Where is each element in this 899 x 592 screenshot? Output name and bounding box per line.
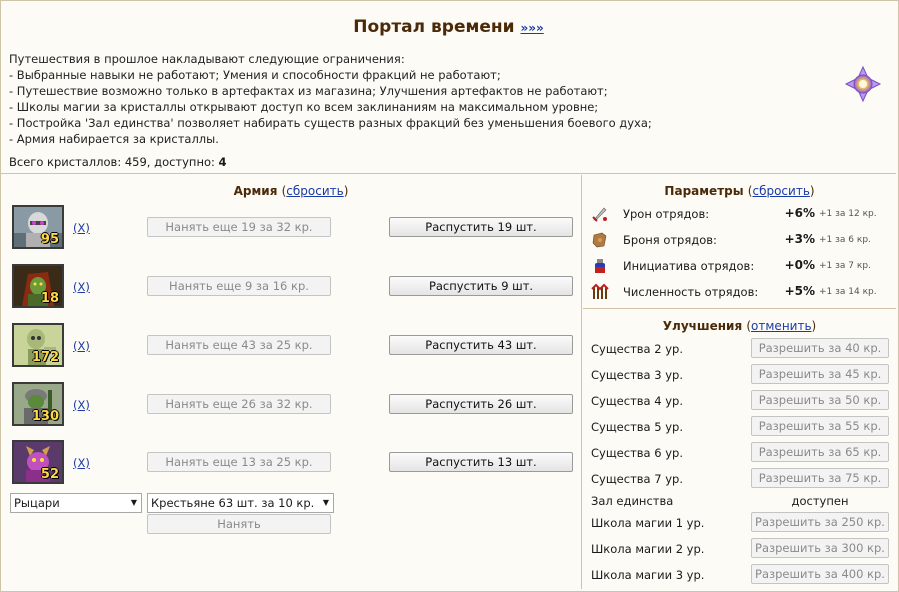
- remove-unit-link[interactable]: (X): [73, 398, 90, 412]
- allow-button[interactable]: Разрешить за 45 кр.: [751, 364, 889, 384]
- dismiss-button[interactable]: Распустить 9 шт.: [389, 276, 573, 296]
- allow-button[interactable]: Разрешить за 400 кр.: [751, 564, 889, 584]
- upgrade-row: Школа магии 1 ур. Разрешить за 250 кр.: [583, 511, 896, 533]
- dismiss-button[interactable]: Распустить 43 шт.: [389, 335, 573, 355]
- allow-button[interactable]: Разрешить за 40 кр.: [751, 338, 889, 358]
- info-line: - Школы магии за кристаллы открывают доступ ко всем заклинаниям на максимальном уровне;: [9, 100, 599, 114]
- remove-unit-link[interactable]: (X): [73, 456, 90, 470]
- upgrade-row: Существа 2 ур. Разрешить за 40 кр.: [583, 337, 896, 359]
- upgrade-row: Существа 6 ур. Разрешить за 65 кр.: [583, 441, 896, 463]
- param-value[interactable]: +5%: [784, 284, 815, 298]
- hire-more-button[interactable]: Нанять еще 13 за 25 кр.: [147, 452, 331, 472]
- param-value[interactable]: +3%: [784, 232, 815, 246]
- sword-icon: [591, 205, 609, 223]
- upgrade-row: Существа 7 ур. Разрешить за 75 кр.: [583, 467, 896, 489]
- allow-button[interactable]: Разрешить за 55 кр.: [751, 416, 889, 436]
- upgrade-row: Существа 5 ур. Разрешить за 55 кр.: [583, 415, 896, 437]
- remove-unit-link[interactable]: (X): [73, 339, 90, 353]
- parameters-heading: Параметры (сбросить): [664, 184, 815, 198]
- info-line: Путешествия в прошлое накладывают следующие ограничения:: [9, 52, 405, 66]
- unit-portrait[interactable]: [12, 440, 64, 484]
- more-link[interactable]: »»»: [520, 21, 544, 35]
- allow-button[interactable]: Разрешить за 65 кр.: [751, 442, 889, 462]
- param-value[interactable]: +6%: [784, 206, 815, 220]
- dismiss-button[interactable]: Распустить 19 шт.: [389, 217, 573, 237]
- param-cost-note: +1 за 14 кр.: [819, 287, 877, 297]
- portal-icon: [844, 65, 882, 103]
- allow-button[interactable]: Разрешить за 250 кр.: [751, 512, 889, 532]
- unit-count: 52: [40, 467, 59, 482]
- crystals-available: 4: [218, 155, 227, 169]
- remove-unit-link[interactable]: (X): [73, 221, 90, 235]
- unit-count: 130: [31, 409, 59, 424]
- army-reset-link[interactable]: сбросить: [286, 184, 344, 198]
- army-heading: Армия (сбросить): [233, 184, 349, 198]
- param-cost-note: +1 за 12 кр.: [819, 209, 877, 219]
- info-line: - Постройка 'Зал единства' позволяет набирать существ разных фракций без уменьшения боевого духа;: [9, 116, 652, 130]
- allow-button[interactable]: Разрешить за 300 кр.: [751, 538, 889, 558]
- army-unit-row: [1, 205, 581, 251]
- status-text: доступен: [791, 494, 849, 508]
- army-unit-row: [1, 440, 581, 486]
- unit-count: 18: [40, 291, 59, 306]
- upgrade-row: Школа магии 2 ур. Разрешить за 300 кр.: [583, 537, 896, 559]
- info-line: - Путешествие возможно только в артефактах из магазина; Улучшения артефактов не работают;: [9, 84, 608, 98]
- unit-count: 95: [40, 232, 59, 247]
- upgrades-panel: [583, 310, 896, 589]
- upgrade-row: Существа 3 ур. Разрешить за 45 кр.: [583, 363, 896, 385]
- unit-count: 172: [31, 350, 59, 365]
- unit-portrait[interactable]: [12, 323, 64, 367]
- army-unit-row: [1, 264, 581, 310]
- param-cost-note: +1 за 7 кр.: [819, 261, 871, 271]
- upgrades-heading: Улучшения (отменить): [662, 319, 817, 333]
- portal-header-panel: [1, 1, 896, 174]
- remove-unit-link[interactable]: (X): [73, 280, 90, 294]
- unit-portrait[interactable]: [12, 205, 64, 249]
- param-cost-note: +1 за 6 кр.: [819, 235, 871, 245]
- hire-button[interactable]: Нанять: [147, 514, 331, 534]
- parameters-reset-link[interactable]: сбросить: [752, 184, 810, 198]
- parameters-panel: [583, 175, 896, 309]
- chevron-down-icon: ▼: [130, 498, 137, 507]
- allow-button[interactable]: Разрешить за 50 кр.: [751, 390, 889, 410]
- army-panel: [1, 175, 582, 589]
- page-title: Портал времени »»»: [353, 17, 544, 37]
- param-row-armor: Броня отрядов: +3% +1 за 6 кр.: [583, 229, 896, 251]
- troops-icon: [591, 283, 609, 301]
- dismiss-button[interactable]: Распустить 26 шт.: [389, 394, 573, 414]
- restrictions-text: [9, 51, 829, 147]
- faction-select[interactable]: Рыцари ▼: [10, 493, 142, 513]
- upgrade-row: Зал единства доступен: [583, 489, 896, 511]
- hire-more-button[interactable]: Нанять еще 9 за 16 кр.: [147, 276, 331, 296]
- upgrades-cancel-link[interactable]: отменить: [751, 319, 812, 333]
- hire-more-button[interactable]: Нанять еще 19 за 32 кр.: [147, 217, 331, 237]
- param-row-damage: Урон отрядов: +6% +1 за 12 кр.: [583, 203, 896, 225]
- chevron-down-icon: ▼: [322, 498, 329, 507]
- unit-portrait[interactable]: [12, 264, 64, 308]
- unit-portrait[interactable]: [12, 382, 64, 426]
- info-line: - Армия набирается за кристаллы.: [9, 132, 219, 146]
- param-row-initiative: Инициатива отрядов: +0% +1 за 7 кр.: [583, 255, 896, 277]
- info-line: - Выбранные навыки не работают; Умения и способности фракций не работают;: [9, 68, 501, 82]
- upgrade-row: Существа 4 ур. Разрешить за 50 кр.: [583, 389, 896, 411]
- shield-icon: [591, 231, 609, 249]
- hire-more-button[interactable]: Нанять еще 26 за 32 кр.: [147, 394, 331, 414]
- dismiss-button[interactable]: Распустить 13 шт.: [389, 452, 573, 472]
- creature-select[interactable]: Крестьяне 63 шт. за 10 кр. ▼: [147, 493, 334, 513]
- army-unit-row: [1, 323, 581, 369]
- param-row-count: Численность отрядов: +5% +1 за 14 кр.: [583, 281, 896, 303]
- param-value[interactable]: +0%: [784, 258, 815, 272]
- hire-more-button[interactable]: Нанять еще 43 за 25 кр.: [147, 335, 331, 355]
- potion-icon: [591, 257, 609, 275]
- army-unit-row: [1, 382, 581, 428]
- allow-button[interactable]: Разрешить за 75 кр.: [751, 468, 889, 488]
- crystals-total: Всего кристаллов: 459, доступно: 4: [9, 155, 227, 169]
- upgrade-row: Школа магии 3 ур. Разрешить за 400 кр.: [583, 563, 896, 585]
